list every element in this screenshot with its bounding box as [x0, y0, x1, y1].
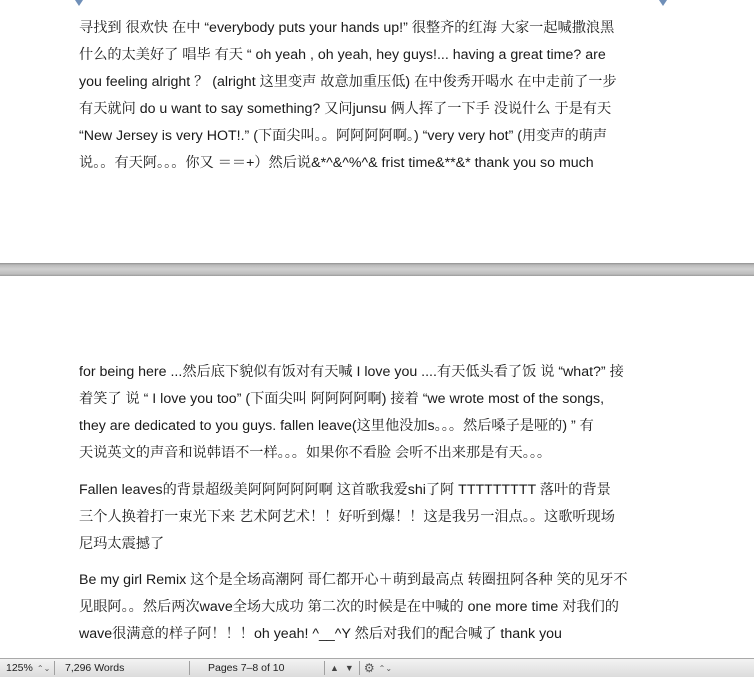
- page-down-icon[interactable]: ▼: [344, 663, 354, 673]
- text-line: wave很满意的样子阿！！！oh yeah! ^__^Y 然后对我们的配合喊了 thank you: [79, 626, 562, 642]
- page-top-text[interactable]: [79, 15, 663, 177]
- status-bar: [0, 658, 754, 677]
- text-line: 尼玛太震撼了: [79, 536, 165, 552]
- text-line: 说。。有天阿。。。你又 ＝＝+）然后说&*^&^%^& frist time&**&* thank you so much: [79, 155, 594, 171]
- text-line: “New Jersey is very HOT!.” (下面尖叫。。阿阿阿阿啊。) “very very hot” (用变声的萌声: [79, 128, 608, 144]
- paragraph[interactable]: [79, 567, 663, 648]
- page-indicator-label: Pages 7–8 of 10: [208, 662, 285, 674]
- zoom-level: 125%: [6, 662, 33, 674]
- margin-markers: [0, 0, 754, 10]
- page-indicator[interactable]: [190, 659, 324, 677]
- text-line: 什么的太美好了 唱毕 有天 “ oh yeah , oh yeah, hey guys!... having a great time? are: [79, 47, 606, 63]
- text-line: Be my girl Remix 这个是全场高潮阿 哥仁都开心＋萌到最高点 转圈扭阿各种 笑的见牙不: [79, 572, 628, 588]
- chevron-updown-icon: ⌃⌄: [36, 663, 51, 673]
- settings-menu[interactable]: [360, 659, 396, 677]
- document-page-upper[interactable]: [0, 0, 754, 263]
- paragraph[interactable]: [79, 359, 663, 467]
- text-line: 着笑了 说 “ I love you too” (下面尖叫 阿阿阿阿啊) 接着 “we wrote most of the songs,: [79, 391, 605, 407]
- chevron-updown-icon: ⌃⌄: [378, 663, 393, 673]
- text-line: you feeling alright ？ (alright 这里变声 故意加重压低) 在中俊秀开喝水 在中走前了一步: [79, 74, 617, 90]
- text-line: 寻找到 很欢快 在中 “everybody puts your hands up!” 很整齐的红海 大家一起喊撒浪黑: [79, 20, 615, 36]
- text-line: 三个人换着打一束光下来 艺术阿艺术！！好听到爆！！这是我另一泪点。。这歌听现场: [79, 509, 615, 525]
- text-line: 天说英文的声音和说韩语不一样。。。如果你不看脸 会听不出来那是有天。。。: [79, 445, 552, 461]
- text-line: Fallen leaves的背景超级美阿阿阿阿阿啊 这首歌我爱shi了阿 TTTTTTTTT 落叶的背景: [79, 482, 611, 498]
- text-line: 见眼阿。。然后两次wave全场大成功 第二次的时候是在中喊的 one more time 对我们的: [79, 599, 619, 615]
- right-margin-marker-icon[interactable]: [659, 0, 667, 6]
- text-line: 有天就问 do u want to say something? 又问junsu 俩人挥了一下手 没说什么 于是有天: [79, 101, 612, 117]
- gear-icon: ⚙: [363, 661, 375, 675]
- text-line: for being here ...然后底下貌似有饭对有天喊 I love you ....有天低头看了饭 说 “what?” 接: [79, 364, 624, 380]
- word-count-label: 7,296 Words: [65, 662, 125, 674]
- paragraph[interactable]: [79, 477, 663, 558]
- word-count[interactable]: [55, 659, 189, 677]
- document-page-lower[interactable]: [0, 276, 754, 658]
- text-line: they are dedicated to you guys. fallen leave(这里他没加s。。。然后嗓子是哑的) ” 有: [79, 418, 594, 434]
- page-navigation: [325, 659, 359, 677]
- page-break-separator: [0, 263, 754, 276]
- left-margin-marker-icon[interactable]: [75, 0, 83, 6]
- page-up-icon[interactable]: ▲: [330, 663, 339, 673]
- zoom-dropdown[interactable]: [0, 659, 54, 677]
